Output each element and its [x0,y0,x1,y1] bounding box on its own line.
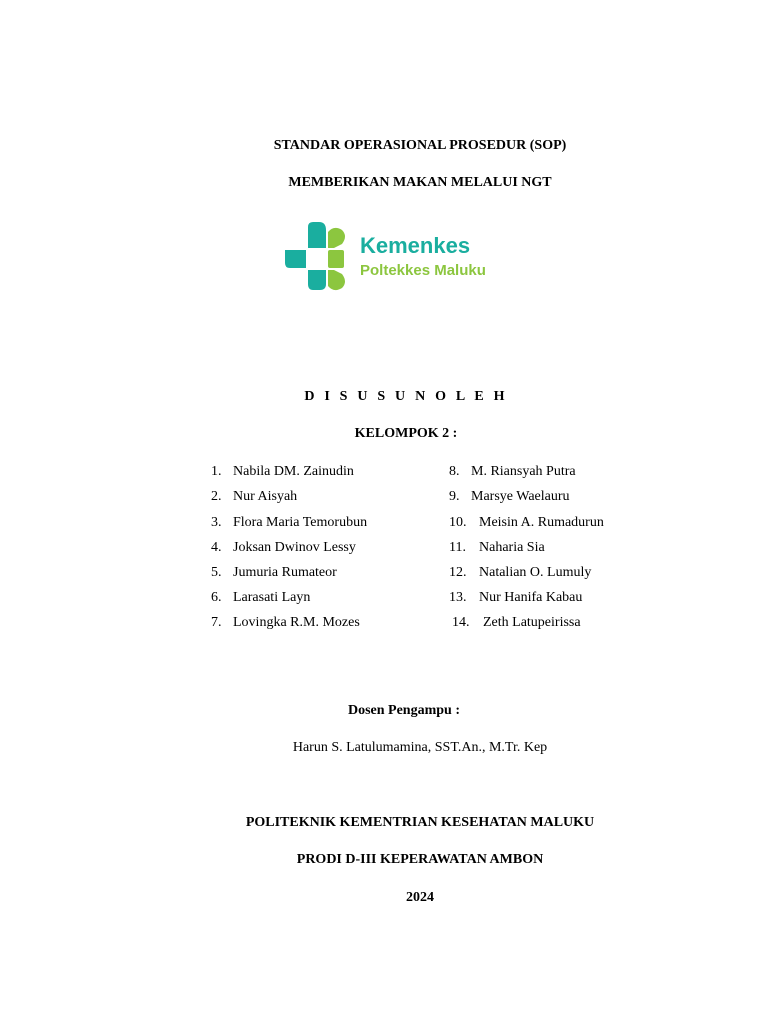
member-number: 3. [211,515,222,530]
member-number: 5. [211,565,222,580]
member-item [449,540,545,556]
lecturer-name: Harun S. Latulumamina, SST.An., M.Tr. Kep [292,740,548,755]
member-number: 7. [211,615,222,630]
member-number: 12. [449,565,467,580]
member-number: 4. [211,540,222,555]
kemenkes-logo [282,222,522,292]
member-number: 14. [452,615,470,630]
logo-text-poltekkes: Poltekkes Maluku [360,262,486,279]
member-name: Natalian O. Lumuly [479,565,592,580]
member-number: 1. [211,464,222,479]
member-name: Zeth Latupeirissa [483,615,581,630]
member-name: M. Riansyah Putra [471,464,576,479]
member-number: 11. [449,540,466,555]
member-item [211,540,356,556]
member-name: Meisin A. Rumadurun [479,515,604,530]
member-number: 13. [449,590,467,605]
member-item [449,565,591,581]
member-number: 6. [211,590,222,605]
member-name: Joksan Dwinov Lessy [233,540,356,555]
member-item [211,489,297,505]
member-item [449,590,582,606]
logo-text-kemenkes: Kemenkes [360,233,471,258]
member-name: Nur Hanifa Kabau [479,590,583,605]
member-item [211,565,337,581]
member-item [452,615,581,631]
document-subtitle: MEMBERIKAN MAKAN MELALUI NGT [288,175,552,190]
member-name: Marsye Waelauru [471,489,570,504]
member-name: Nabila DM. Zainudin [233,464,354,479]
member-item [211,515,367,531]
member-item [211,590,310,606]
member-name: Larasati Layn [233,590,311,605]
group-heading: KELOMPOK 2 : [354,426,458,441]
member-name: Lovingka R.M. Mozes [233,615,360,630]
member-name: Flora Maria Temorubun [233,515,368,530]
member-item [211,464,354,480]
member-name: Jumuria Rumateor [233,565,337,580]
member-name: Nur Aisyah [233,489,298,504]
document-title: STANDAR OPERASIONAL PROSEDUR (SOP) [273,138,567,153]
member-name: Naharia Sia [479,540,545,555]
institution-name: POLITEKNIK KEMENTRIAN KESEHATAN MALUKU [245,815,595,830]
member-item [449,515,604,531]
program-name: PRODI D-III KEPERAWATAN AMBON [296,852,544,867]
member-number: 8. [449,464,460,479]
prepared-by-heading: D I S U S U N O L E H [304,389,508,404]
member-item [449,464,576,480]
member-number: 2. [211,489,222,504]
member-number: 9. [449,489,460,504]
member-item [211,615,360,631]
member-item [449,489,570,505]
lecturer-label: Dosen Pengampu : [347,703,460,718]
year: 2024 [406,890,434,905]
kemenkes-emblem-icon [285,222,345,290]
member-number: 10. [449,515,467,530]
